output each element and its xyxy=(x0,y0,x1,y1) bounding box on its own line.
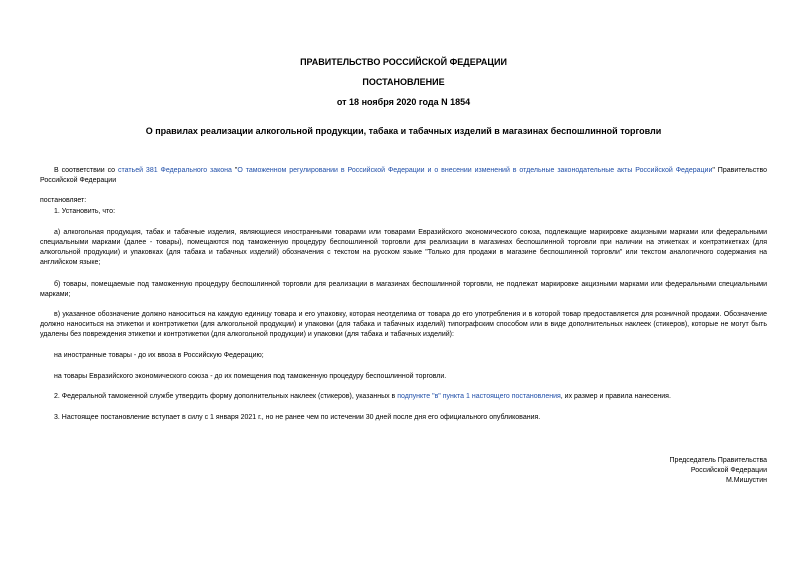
doc-type-heading: ПОСТАНОВЛЕНИЕ xyxy=(362,77,445,87)
paragraph-3: 3. Настоящее постановление вступает в силу с 1 января 2021 г., но не ранее чем по истечении 30 дней после дня его официального опубликования. xyxy=(54,414,541,421)
link-subparagraph-v[interactable]: подпункте "в" пункта 1 настоящего постановления xyxy=(397,393,561,400)
preamble-text-end: " Правительство Российской Федерации xyxy=(40,167,767,184)
paragraph-2 xyxy=(40,392,767,402)
signature-name: М.Мишустин xyxy=(725,477,767,484)
date-number-heading: от 18 ноября 2020 года N 1854 xyxy=(336,97,471,107)
paragraph-1v-foreign: на иностранные товары - до их ввоза в Российскую Федерацию; xyxy=(54,352,264,359)
link-article-381[interactable]: статьей 381 Федерального закона xyxy=(117,167,232,174)
preamble-text-start: В соответствии со xyxy=(54,167,118,174)
signature-title-line2: Российской Федерации xyxy=(690,467,767,474)
paragraph-1b: б) товары, помещаемые под таможенную процедуру беспошлинной торговли для реализации в магазинах беспошлинной торговли, не подлежат маркировке акцизными марками или федеральными специальными марками; xyxy=(40,281,767,298)
preamble-paragraph xyxy=(40,166,767,186)
link-customs-law[interactable]: О таможенном регулировании в Российской Федерации и о внесении изменений в отдельные законодательные акты Российской Федерации xyxy=(237,167,713,174)
paragraph-1v-eaeu: на товары Евразийского экономического союза - до их помещения под таможенную процедуру беспошлинной торговли. xyxy=(54,373,447,380)
paragraph-1: 1. Установить, что: xyxy=(54,208,116,215)
signature-title-line1: Председатель Правительства xyxy=(669,457,767,464)
paragraph-2-text-start: 2. Федеральной таможенной службе утвердить форму дополнительных наклеек (стикеров), указанных в xyxy=(54,393,398,400)
decides-paragraph: постановляет: xyxy=(40,197,87,204)
document-title: О правилах реализации алкогольной продукции, табака и табачных изделий в магазинах беспошлинной торговли xyxy=(145,126,662,136)
government-heading: ПРАВИТЕЛЬСТВО РОССИЙСКОЙ ФЕДЕРАЦИИ xyxy=(300,57,507,67)
paragraph-1v: в) указанное обозначение должно наноситься на каждую единицу товара и его упаковку, которая неотделима от товара до его употребления и в которой товар предоставляется для розничной продажи. Обозначение должно наноситься на этикетки и контрэтикетки (для алкогольной продукции) и упаковки (для табака и табачных изделий) типографским способом или в виде дополнительных наклеек (стикеров), которые не могут быть удалены без повреждения этикетки и контрэтикетки (для алкогольной продукции) и упаковки (для табака и табачных изделий): xyxy=(40,311,767,338)
paragraph-1a: а) алкогольная продукция, табак и табачные изделия, являющиеся иностранными товарами или товарами Евразийского экономического союза, подлежащие маркировке акцизными марками или федеральными специальными марками (далее - товары), помещаются под таможенную процедуру беспошлинной торговли для реализации в магазинах беспошлинной торговли при наличии на этикетках и контрэтикетках (для алкогольной продукции) и упаковках (для табака и табачных изделий) обозначения с текстом на русском языке "Только для продажи в магазине беспошлинной торговли" или текстом аналогичного содержания на английском языке; xyxy=(40,229,767,266)
paragraph-2-text-end: , их размер и правила нанесения. xyxy=(560,393,671,400)
preamble-text-mid: " xyxy=(231,167,238,174)
